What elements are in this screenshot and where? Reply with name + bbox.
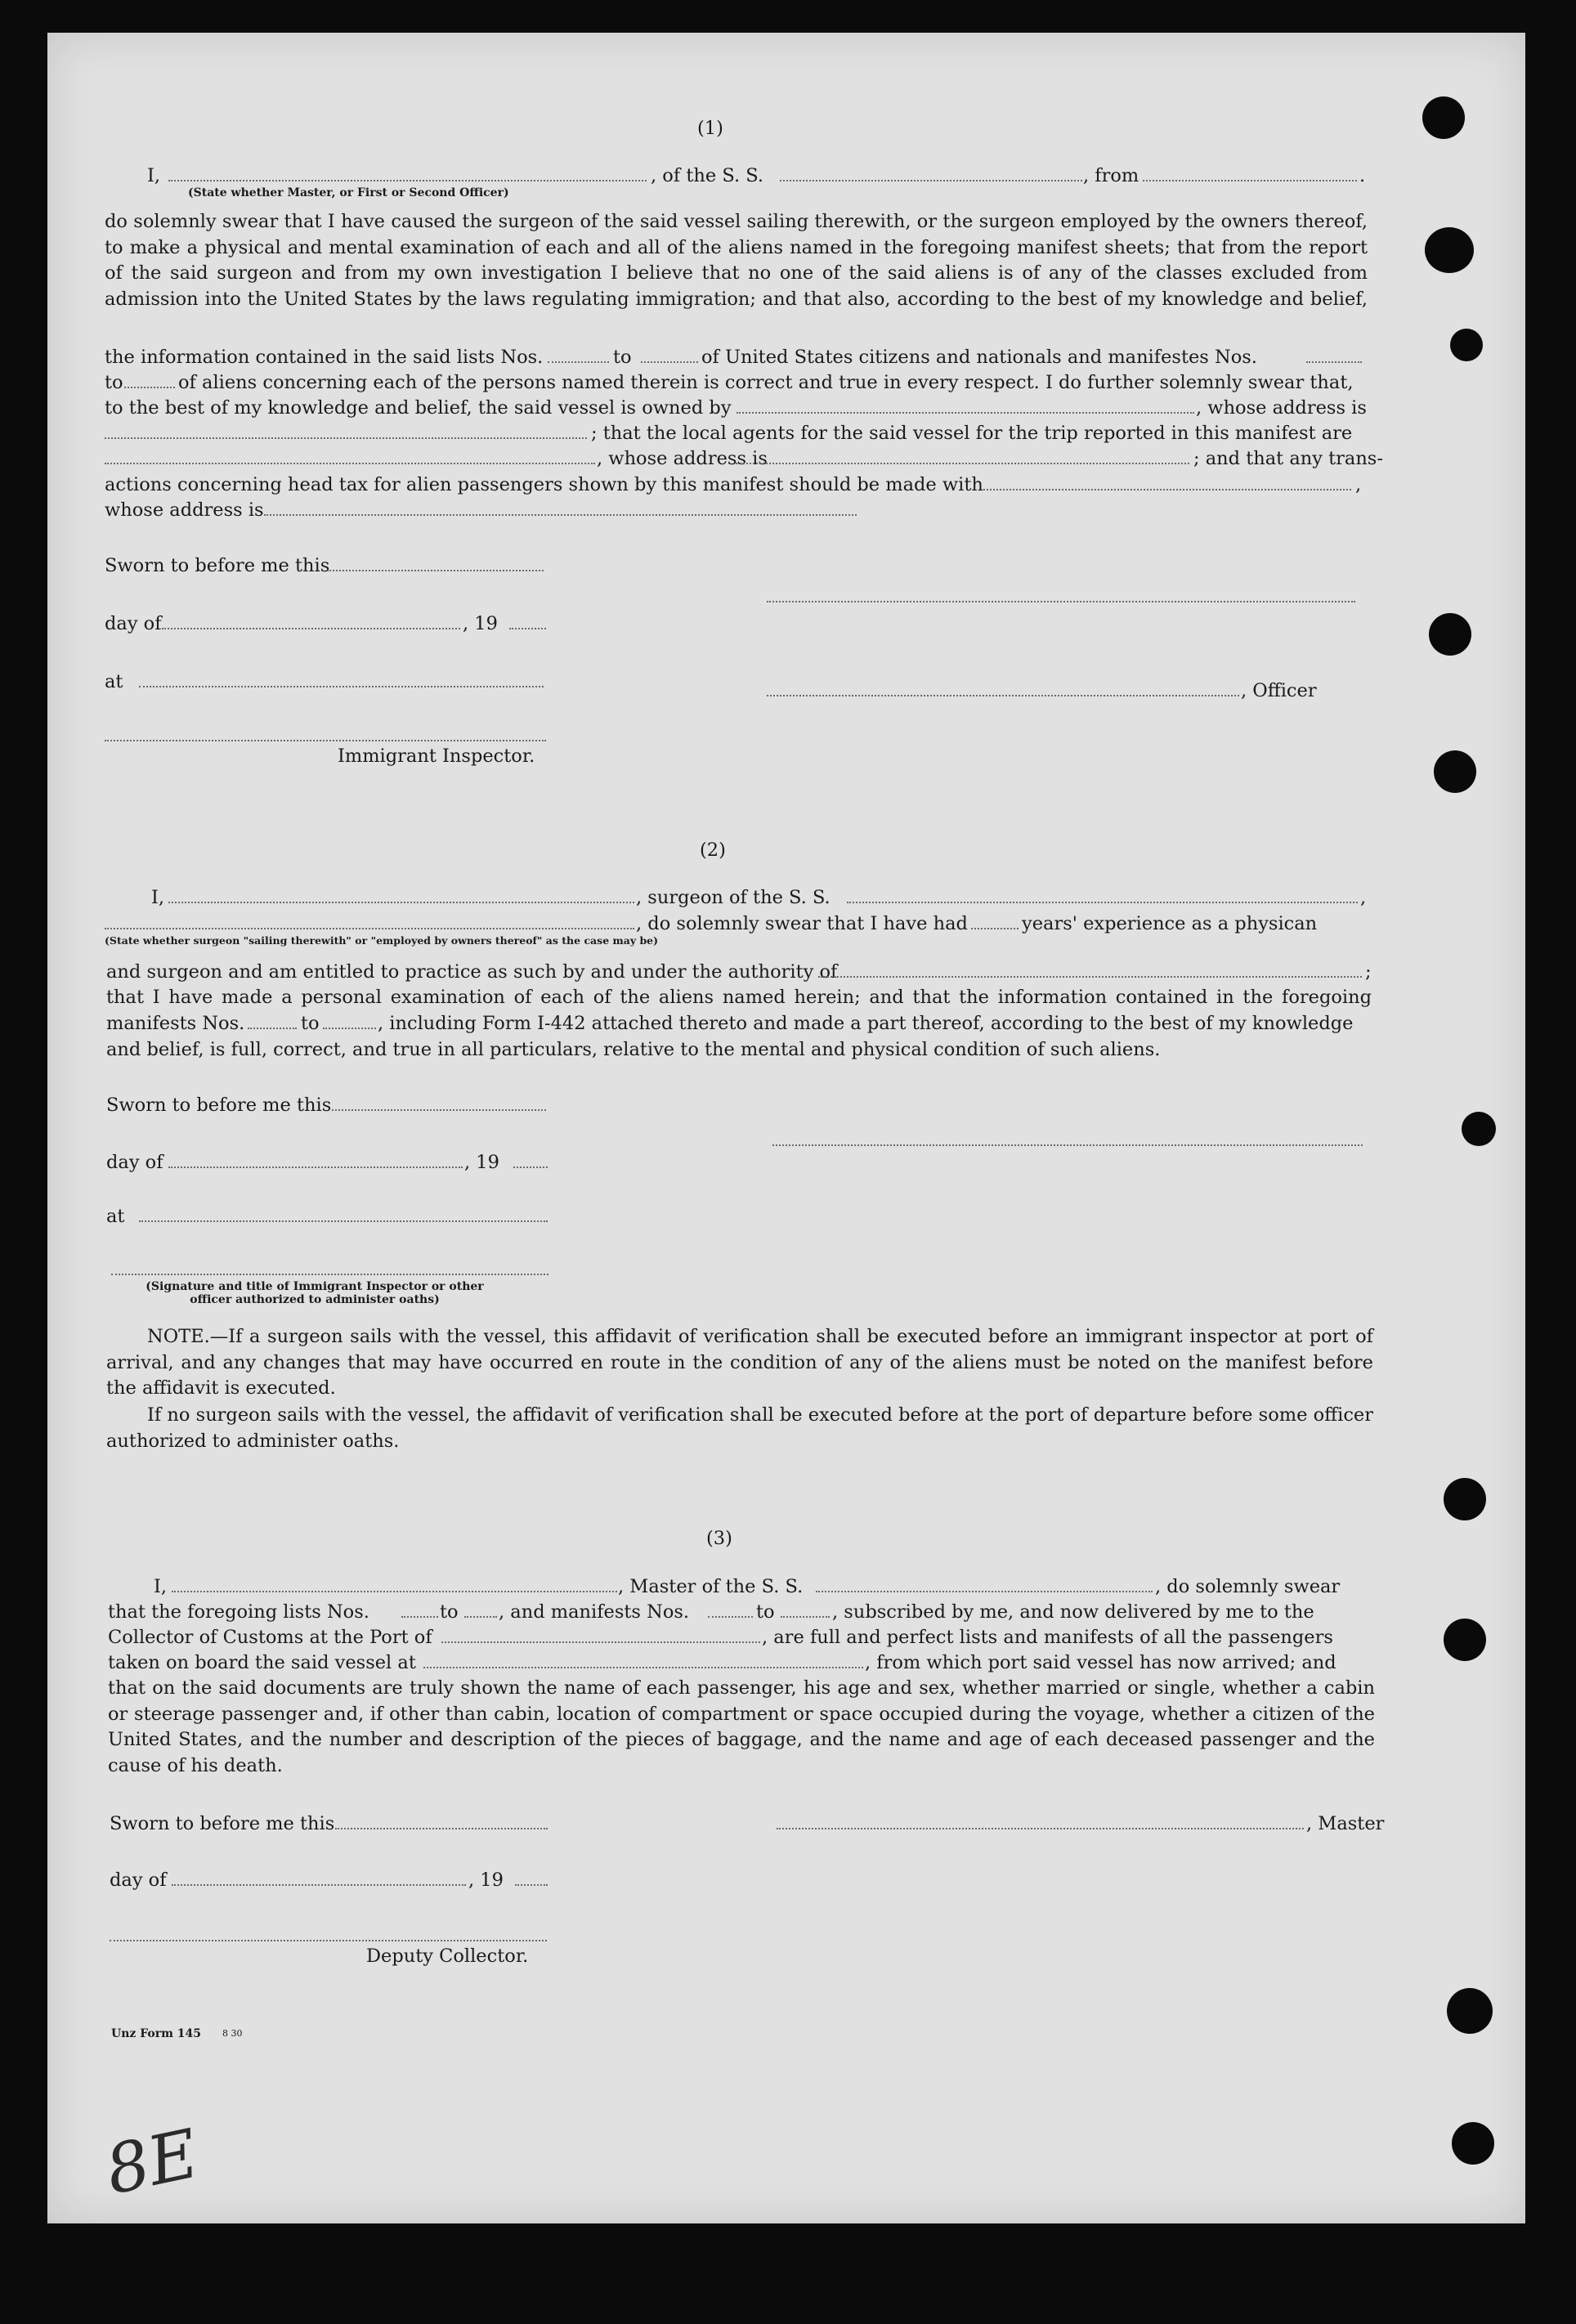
s1-year-prefix: , 19 <box>463 613 498 634</box>
s1-of-ss-label: , of the S. S. <box>651 165 764 186</box>
s2-year-prefix: , 19 <box>464 1152 499 1173</box>
section-1-number: (1) <box>697 118 723 139</box>
s1-head-tax-address-blank[interactable] <box>264 514 857 516</box>
s1-sworn-label: Sworn to before me this <box>105 555 330 576</box>
s2-authority-end: ; <box>1365 961 1372 983</box>
section-2-number: (2) <box>700 840 726 861</box>
s1-sworn-date-blank[interactable] <box>327 570 544 571</box>
s1-officer-blank[interactable] <box>767 695 1239 696</box>
s3-lists-from-blank[interactable] <box>401 1616 438 1618</box>
s1-owner-address-blank[interactable] <box>105 437 587 439</box>
s1-trans-text: ; and that any trans- <box>1193 448 1383 469</box>
s3-vessel-blank[interactable] <box>816 1591 1153 1592</box>
s1-line-end: . <box>1359 165 1366 186</box>
s3-manifests-to-blank[interactable] <box>781 1616 830 1618</box>
s1-body-line-3: of the said surgeon and from my own investigation I believe that no one of the said aliens is of any of the classes excluded from <box>105 262 1368 284</box>
s3-subscribed-text: , subscribed by me, and now delivered by me to the <box>832 1601 1314 1623</box>
s1-body-line-4: admission into the United States by the laws regulating immigration; and that also, according to the best of my knowledge and belief, <box>105 288 1368 310</box>
s1-head-tax-blank[interactable] <box>983 489 1351 490</box>
s2-sworn-date-blank[interactable] <box>332 1109 546 1111</box>
s3-collector-label: Collector of Customs at the Port of <box>108 1627 432 1648</box>
s1-body-line-2: to make a physical and mental examination of each and all of the aliens named in the foregoing manifest sheets; that from the report <box>105 236 1368 258</box>
s1-list-to-blank[interactable] <box>641 361 698 363</box>
s3-master-name-blank[interactable] <box>172 1591 617 1592</box>
s2-sworn-label: Sworn to before me this <box>106 1095 332 1116</box>
s3-master-label: , Master of the S. S. <box>618 1576 804 1597</box>
s3-deputy-blank[interactable] <box>110 1940 547 1941</box>
s3-year-blank[interactable] <box>515 1884 548 1886</box>
punch-hole-icon <box>1450 329 1483 361</box>
s1-owned-text: to the best of my knowledge and belief, the said vessel is owned by <box>105 397 732 419</box>
s1-whose-address-label: whose address is <box>105 499 264 521</box>
s2-surgeon-label: , surgeon of the S. S. <box>636 887 831 908</box>
s3-i-label: I, <box>154 1576 168 1597</box>
punch-hole-icon <box>1447 1988 1493 2034</box>
s1-agent-address-label: , whose address is <box>597 448 768 469</box>
s3-swear-label: , do solemnly swear <box>1155 1576 1341 1597</box>
s2-belief-text: and belief, is full, correct, and true in all particulars, relative to the mental and physical condition of such aliens. <box>106 1039 1161 1060</box>
punch-hole-icon <box>1452 2122 1494 2165</box>
s2-signature-blank[interactable] <box>772 1144 1363 1146</box>
s3-master-sig-label: , Master <box>1306 1813 1385 1834</box>
s1-day-of-label: day of <box>105 613 162 634</box>
s1-from-label: , from <box>1083 165 1139 186</box>
s1-agent-address-blank[interactable] <box>736 463 1189 464</box>
s2-manifests-label: manifests Nos. <box>106 1013 245 1034</box>
s3-deputy-label: Deputy Collector. <box>366 1946 529 1967</box>
s1-owner-address-label: , whose address is <box>1196 397 1367 419</box>
s2-years-blank[interactable] <box>971 928 1019 929</box>
s2-manifests-to-blank[interactable] <box>323 1028 376 1029</box>
s1-manifest-from-blank[interactable] <box>1306 361 1362 363</box>
s3-arrived-text: , from which port said vessel has now arrived; and <box>865 1652 1336 1673</box>
s3-lists-to: to <box>440 1601 459 1623</box>
s2-note-1: NOTE.—If a surgeon sails with the vessel, this affidavit of verification shall be executed before an immigrant inspector at port of arrival, and any changes that may have occurred en route in the condition of any of the aliens must be noted on the manifest before the affidavit is executed. <box>106 1326 1373 1399</box>
s1-vessel-name-blank[interactable] <box>780 180 1082 181</box>
s2-surgeon-name-blank[interactable] <box>168 902 634 903</box>
s2-sig-note-2: officer authorized to administer oaths) <box>190 1293 440 1306</box>
form-code: 8 30 <box>222 2028 243 2039</box>
s3-sworn-label: Sworn to before me this <box>110 1813 335 1834</box>
s2-at-label: at <box>106 1206 125 1227</box>
s2-inspector-blank[interactable] <box>111 1274 548 1275</box>
s3-manifests-to: to <box>756 1601 775 1623</box>
punch-hole-icon <box>1422 96 1465 139</box>
s3-sworn-date-blank[interactable] <box>335 1828 548 1829</box>
s2-authority-blank[interactable] <box>818 976 1362 978</box>
s1-year-blank[interactable] <box>509 628 546 629</box>
s2-note-2: If no surgeon sails with the vessel, the affidavit of verification shall be executed before at the port of departure before some officer authorized to administer oaths. <box>106 1404 1373 1452</box>
s3-manifests-from-blank[interactable] <box>708 1616 753 1618</box>
punch-hole-icon <box>1425 227 1474 273</box>
manifest-affidavit-page <box>47 33 1525 2223</box>
s3-year-prefix: , 19 <box>468 1869 504 1891</box>
s1-lists-to: to <box>613 347 632 368</box>
s1-lists-text-2: of United States citizens and nationals and manifestes Nos. <box>701 347 1257 368</box>
s1-day-of-blank[interactable] <box>162 628 460 629</box>
s3-manifests-label: , and manifests Nos. <box>499 1601 690 1623</box>
s1-agents-blank[interactable] <box>105 463 595 464</box>
s3-taken-label: taken on board the said vessel at <box>108 1652 416 1673</box>
s1-from-port-blank[interactable] <box>1143 180 1357 181</box>
s1-officer-name-blank[interactable] <box>168 180 647 181</box>
s1-signature-blank[interactable] <box>767 601 1355 602</box>
s1-owner-blank[interactable] <box>737 412 1194 414</box>
s2-form-text: , including Form I-442 attached thereto and made a part thereof, according to the best of my knowledge <box>378 1013 1354 1034</box>
s3-taken-port-blank[interactable] <box>423 1667 863 1668</box>
s1-officer-note: (State whether Master, or First or Second Officer) <box>188 186 509 199</box>
s2-authority-text: and surgeon and am entitled to practice as such by and under the authority of <box>106 961 838 983</box>
handwritten-mark: 8E <box>99 2115 205 2210</box>
s2-body <box>106 985 1372 1011</box>
s2-manifests-from-blank[interactable] <box>248 1028 297 1029</box>
punch-hole-icon <box>1434 750 1476 793</box>
s1-at-label: at <box>105 671 123 692</box>
s2-vessel-blank[interactable] <box>847 902 1358 903</box>
s2-day-of-blank[interactable] <box>168 1166 463 1168</box>
form-number: Unz Form 145 <box>111 2027 202 2040</box>
s1-manifest-to-blank[interactable] <box>124 387 175 388</box>
s2-sig-note-1: (Signature and title of Immigrant Inspector or other <box>146 1280 484 1293</box>
s2-experience-text: years' experience as a physican <box>1022 913 1318 934</box>
s1-body-line-1: do solemnly swear that I have caused the surgeon of the said vessel sailing therewith, or the surgeon employed by the owners thereof, <box>105 211 1368 232</box>
s3-lists-perfect-text: , are full and perfect lists and manifests of all the passengers <box>762 1627 1333 1648</box>
s1-at-blank[interactable] <box>139 686 544 687</box>
s1-lists-text: the information contained in the said lists Nos. <box>105 347 544 368</box>
s2-swear-text: , do solemnly swear that I have had <box>636 913 968 934</box>
s2-body-line-4: that I have made a personal examination of each of the aliens named herein; and that the information contained in the foregoing <box>106 987 1372 1008</box>
s1-i-label: I, <box>147 165 161 186</box>
s1-head-tax-text: actions concerning head tax for alien passengers shown by this manifest should be made with <box>105 474 983 495</box>
s2-at-blank[interactable] <box>139 1220 548 1222</box>
punch-hole-icon <box>1444 1619 1486 1661</box>
s2-surgeon-status-blank[interactable] <box>105 928 634 929</box>
s2-manifests-to: to <box>301 1013 320 1034</box>
s2-sig-note <box>139 1280 490 1306</box>
s2-day-of-label: day of <box>106 1152 163 1173</box>
s3-day-of-blank[interactable] <box>172 1884 466 1886</box>
s1-body-paragraph <box>105 209 1368 312</box>
punch-hole-icon <box>1444 1478 1486 1520</box>
s1-aliens-to: to <box>105 372 123 393</box>
s3-lists-label: that the foregoing lists Nos. <box>108 1601 369 1623</box>
s1-inspector-blank[interactable] <box>105 740 546 741</box>
s2-i-label: I, <box>151 887 165 908</box>
s2-line-end: , <box>1360 887 1367 908</box>
s1-list-from-blank[interactable] <box>548 361 609 363</box>
s2-year-blank[interactable] <box>513 1166 548 1168</box>
punch-hole-icon <box>1429 613 1471 656</box>
s1-inspector-label: Immigrant Inspector. <box>338 746 535 767</box>
s1-agents-text: ; that the local agents for the said vessel for the trip reported in this manifest are <box>591 423 1353 444</box>
punch-hole-icon <box>1462 1112 1496 1146</box>
s3-day-of-label: day of <box>110 1869 167 1891</box>
s1-aliens-text: of aliens concerning each of the persons named therein is correct and true in every respect. I do further solemnly swear that, <box>178 372 1354 393</box>
s3-port-blank[interactable] <box>441 1641 760 1643</box>
s3-lists-to-blank[interactable] <box>464 1616 497 1618</box>
section-3-number: (3) <box>706 1528 732 1549</box>
s2-surgeon-note: (State whether surgeon "sailing therewith" or "employed by owners thereof" as the case may be) <box>105 934 659 947</box>
s3-master-sig-blank[interactable] <box>777 1828 1304 1829</box>
s3-body: that on the said documents are truly shown the name of each passenger, his age and sex, whether married or single, whether a cabin or steerage passenger and, if other than cabin, location of compartment or space occupied during the voyage, whether a citizen of the United States, and the number and description of the pieces of baggage, and the name and age of each deceased passenger and the cause of his death. <box>108 1677 1375 1776</box>
s1-head-tax-comma: , <box>1355 474 1362 495</box>
s1-officer-label: , Officer <box>1241 680 1317 701</box>
